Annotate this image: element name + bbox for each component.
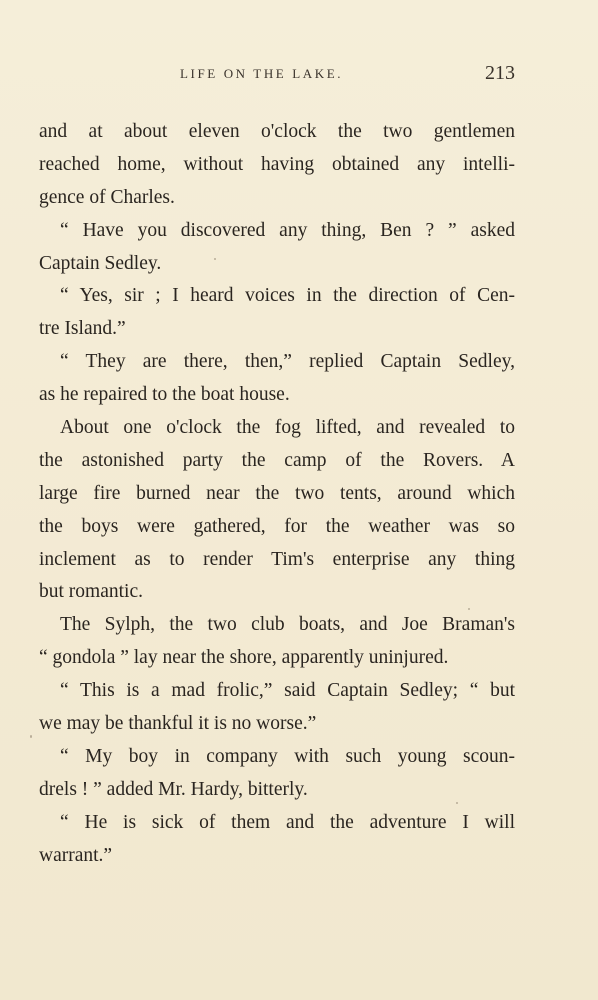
text-line: “ My boy in company with such young scoun- xyxy=(60,745,515,767)
body-text xyxy=(39,116,515,872)
paper-speck xyxy=(30,735,32,738)
text-line: “ gondola ” lay near the shore, apparently uninjured. xyxy=(39,647,449,669)
text-line: The Sylph, the two club boats, and Joe Braman's xyxy=(60,614,515,636)
text-line: gence of Charles. xyxy=(39,186,175,208)
text-line: “ Have you discovered any thing, Ben ? ” asked xyxy=(60,219,515,241)
text-line: and at about eleven o'clock the two gentlemen xyxy=(39,121,515,142)
text-line: tre Island.” xyxy=(39,318,126,340)
running-head xyxy=(0,62,598,92)
running-title: LIFE ON THE LAKE. xyxy=(180,66,344,81)
text-line: “ He is sick of them and the adventure I will xyxy=(60,811,515,833)
text-line: the astonished party the camp of the Rovers. A xyxy=(39,449,515,471)
text-line: “ They are there, then,” replied Captain Sedley, xyxy=(60,351,515,373)
text-line: reached home, without having obtained any intelli- xyxy=(39,153,515,175)
text-line: large fire burned near the two tents, around which xyxy=(39,482,515,504)
text-line: “ Yes, sir ; I heard voices in the direction of Cen- xyxy=(60,285,515,307)
text-line: inclement as to render Tim's enterprise any thing xyxy=(39,548,515,570)
paper-speck xyxy=(456,802,458,804)
text-line: but romantic. xyxy=(39,581,143,603)
text-line: warrant.” xyxy=(39,844,113,866)
text-line: as he repaired to the boat house. xyxy=(39,384,290,406)
text-line: we may be thankful it is no worse.” xyxy=(39,713,317,735)
paper-speck xyxy=(468,608,470,610)
paper-speck xyxy=(214,258,216,260)
text-line: “ This is a mad frolic,” said Captain Sedley; “ but xyxy=(60,680,515,702)
page-number: 213 xyxy=(485,62,515,84)
text-line: Captain Sedley. xyxy=(39,252,162,274)
text-line: the boys were gathered, for the weather was so xyxy=(39,515,515,537)
text-line: drels ! ” added Mr. Hardy, bitterly. xyxy=(39,778,308,800)
text-line: About one o'clock the fog lifted, and revealed to xyxy=(60,417,515,439)
